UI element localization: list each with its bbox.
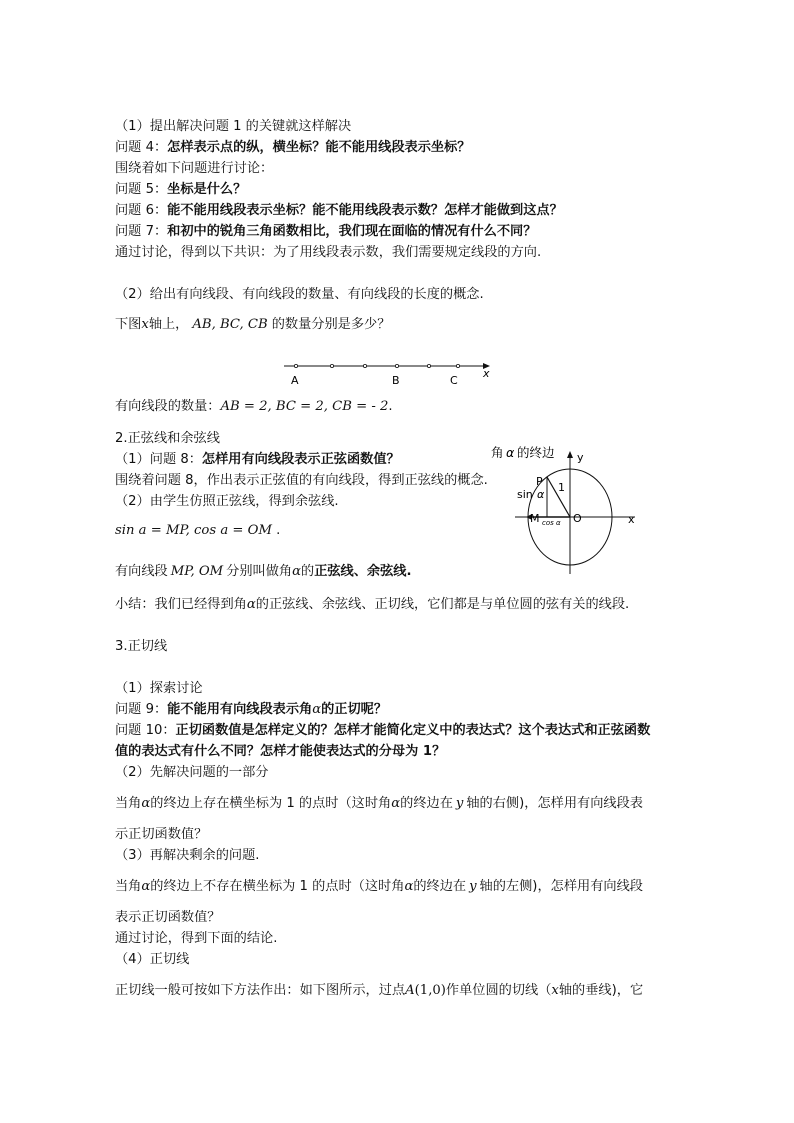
alpha: α (292, 564, 301, 579)
line-solve-part (115, 764, 268, 782)
math-quantities: AB = 2, BC = 2, CB = - 2 (220, 399, 389, 414)
line-case-left (115, 878, 643, 896)
text: 3.正切线 (115, 639, 168, 654)
line-concept (115, 286, 484, 304)
fig-title-2: 的终边 (517, 445, 555, 460)
alpha: α (312, 702, 322, 717)
text: 示正切函数值？ (115, 827, 208, 842)
text: 表示正切函数值？ (115, 910, 221, 925)
alpha: α (141, 879, 151, 894)
text: 的终边上不存在横坐标为 1 的点时（这时角 (150, 879, 405, 894)
text: . (388, 399, 393, 414)
text: 有向线段 (115, 564, 168, 579)
question-text: 怎样表示点的纵，横坐标？能不能用线段表示坐标？ (167, 140, 471, 155)
text: 作单位圆的切线（ (445, 983, 552, 998)
question-text: 正切函数值是怎样定义的？怎样才能简化定义中的表达式？这个表达式和正弦函数 (175, 723, 651, 738)
text: 的终边上存在横坐标为 1 的点时（这时角 (150, 796, 392, 811)
line-case-right-cont (115, 826, 207, 844)
section-2-heading (115, 430, 220, 448)
text: 有向线段的数量： (115, 399, 221, 414)
text: 分别叫做角 (226, 564, 293, 579)
point-a (294, 364, 297, 367)
section-3-heading (115, 638, 167, 656)
question-5 (115, 181, 246, 199)
text: 的正弦线、余弦线、正切线，它们都是与单位圆的弦有关的线段. (255, 597, 630, 612)
point (330, 364, 333, 367)
fig-title: 角 (491, 445, 504, 460)
math-coords: (1,0) (414, 983, 446, 998)
question-text: 值的表达式有什么不同？怎样才能使表达式的分母为 1？ (115, 744, 446, 759)
math-x: x (551, 983, 559, 998)
alpha: α (141, 796, 151, 811)
text: （2）由学生仿照正弦线，得到余弦线. (115, 494, 339, 509)
number-line-figure (278, 356, 498, 392)
question-label: 问题 5： (115, 182, 168, 197)
text: 2.正弦线和余弦线 (115, 431, 220, 446)
bold-text: 正弦线、余弦线. (314, 564, 412, 579)
line-names (115, 563, 412, 581)
question-label: 问题 10： (115, 723, 176, 738)
label-sin: sin (517, 488, 533, 501)
line-case-left-cont (115, 909, 221, 927)
question-label: 问题 6： (115, 203, 168, 218)
text: （3）再解决剩余的问题. (115, 848, 260, 863)
text: . (271, 523, 281, 538)
label-a: A (291, 374, 299, 387)
point-b (395, 364, 398, 367)
line-tangent-heading (115, 951, 189, 969)
unit-circle-figure (485, 440, 655, 582)
question-text: 坐标是什么？ (167, 182, 247, 197)
label-x: x (628, 513, 635, 526)
line-sine-concept (115, 472, 488, 490)
question-label: （1）问题 8： (115, 452, 202, 467)
label-c: C (450, 374, 458, 387)
line-explore (115, 680, 203, 698)
text: 轴的右侧)，怎样用有向线段表 (466, 796, 643, 811)
label-o: O (573, 512, 582, 525)
point (363, 364, 366, 367)
text: 的终边在 (413, 879, 467, 894)
text: 当角 (115, 796, 142, 811)
text: （1）提出解决问题 1 的关键就这样解决 (115, 119, 352, 134)
text: 下图 (115, 317, 142, 332)
alpha: α (404, 879, 414, 894)
label-x: x (483, 367, 490, 380)
label-1: 1 (558, 481, 565, 494)
text: 正切线一般可按如下方法作出：如下图所示，过点 (115, 983, 406, 998)
question-9 (115, 701, 387, 719)
question-label: 问题 4： (115, 140, 168, 155)
math-x: x (141, 317, 149, 332)
text: 轴上， (148, 317, 189, 332)
line-conclusion (115, 930, 277, 948)
text: （1）探索讨论 (115, 681, 203, 696)
question-text: 和初中的锐角三角函数相比，我们现在面临的情况有什么不同？ (167, 224, 537, 239)
line-summary (115, 596, 629, 614)
text: 轴的左侧)，怎样用有向线段 (479, 879, 643, 894)
question-7 (115, 223, 536, 241)
line-consensus (115, 244, 541, 262)
label-cos: cos α (542, 519, 561, 527)
text: 围绕着问题 8，作出表示正弦值的有向线段，得到正弦线的概念. (115, 473, 488, 488)
question-text: 的正切呢？ (321, 702, 388, 717)
question-label: 问题 9： (115, 702, 168, 717)
point-c (456, 364, 459, 367)
math-segments: MP, OM (170, 564, 224, 579)
question-text: 能不能用线段表示坐标？能不能用线段表示数？怎样才能做到这点？ (167, 203, 563, 218)
label-m: M (530, 512, 540, 525)
line-solve-rest (115, 847, 259, 865)
question-6 (115, 202, 563, 220)
text: （2）先解决问题的一部分 (115, 765, 269, 780)
text: 的数量分别是多少？ (271, 317, 391, 332)
line-question-ab (115, 316, 390, 334)
question-4 (115, 139, 470, 157)
text: 当角 (115, 879, 142, 894)
line-discuss (115, 160, 273, 178)
line-cosine (115, 493, 339, 511)
question-10-cont (115, 743, 445, 761)
fig-title-alpha: α (506, 445, 515, 460)
text: 轴的垂线)，它 (558, 983, 644, 998)
label-sin-alpha: α (537, 488, 545, 501)
text: 通过讨论，得到以下共识：为了用线段表示数，我们需要规定线段的方向. (115, 245, 542, 260)
text: （4）正切线 (115, 952, 190, 967)
line-1 (115, 118, 351, 136)
label-p: P (536, 475, 543, 488)
math-segments: AB, BC, CB (192, 317, 268, 332)
question-text: 能不能用有向线段表示角 (167, 702, 313, 717)
line-tangent-method (115, 982, 643, 1000)
question-text: 怎样用有向线段表示正弦函数值？ (201, 452, 400, 467)
question-8 (115, 451, 400, 469)
alpha: α (246, 597, 256, 612)
alpha: α (391, 796, 401, 811)
math-y: y (469, 879, 477, 894)
math-y: y (455, 796, 464, 811)
question-label: 问题 7： (115, 224, 168, 239)
label-b: B (392, 374, 400, 387)
line-formula (115, 522, 280, 540)
question-10 (115, 722, 650, 740)
text: 的终边在 (400, 796, 453, 811)
line-case-right (115, 795, 643, 813)
text: 的 (301, 564, 315, 579)
line-quantities (115, 398, 393, 416)
math-formula: sin a = MP, cos a = OM (115, 523, 272, 538)
text: 围绕着如下问题进行讨论： (115, 161, 274, 176)
text: 小结：我们已经得到角 (115, 597, 247, 612)
point (427, 364, 430, 367)
text: （2）给出有向线段、有向线段的数量、有向线段的长度的概念. (115, 287, 484, 302)
label-y: y (577, 451, 584, 464)
y-arrow-icon (567, 451, 573, 458)
text: 通过讨论，得到下面的结论. (115, 931, 278, 946)
math-a: A (405, 983, 415, 998)
